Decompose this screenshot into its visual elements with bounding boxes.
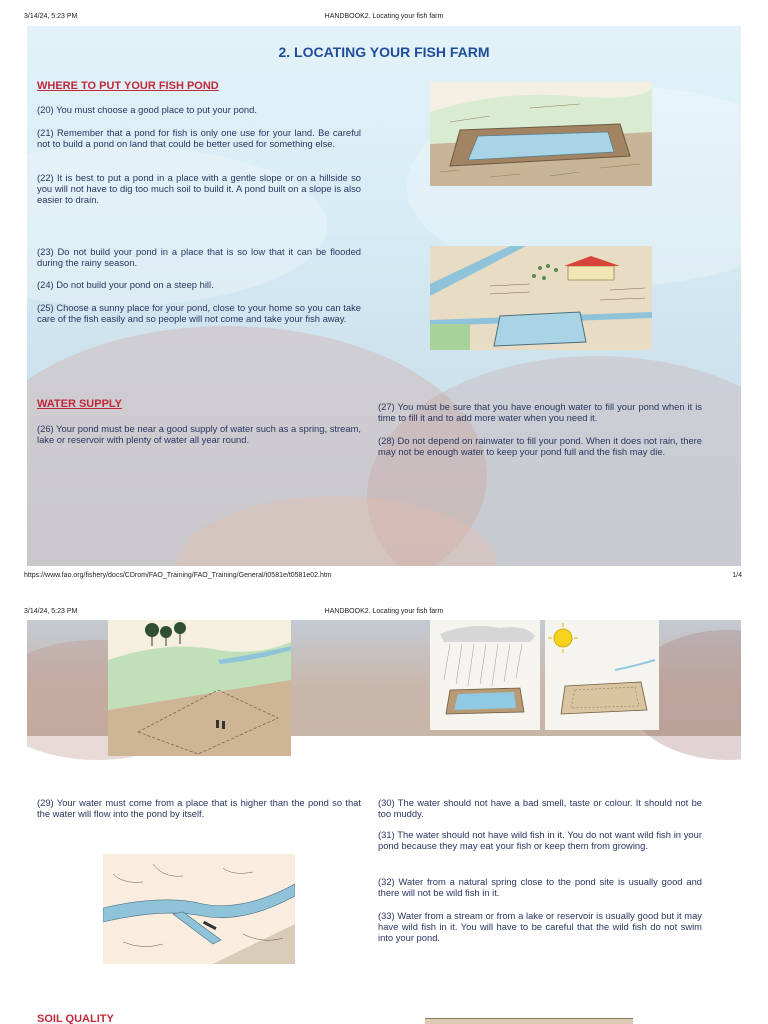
print-footer <box>0 569 768 583</box>
dry-pond-illustration <box>545 620 659 730</box>
gravity-flow-illustration <box>103 854 295 964</box>
paragraph-23: (23) Do not build your pond in a place that is so low that it can be flooded during the rainy season. <box>37 246 361 268</box>
paragraph-32: (32) Water from a natural spring close to the pond site is usually good and there will not be wild fish in it. <box>378 876 702 898</box>
paragraph-31: (31) The water should not have wild fish in it. You do not want wild fish in your pond because they may eat your fish or keep them from growing. <box>378 829 702 851</box>
print-datetime: 3/14/24, 5:23 PM <box>24 608 78 615</box>
page-title: 2. LOCATING YOUR FISH FARM <box>278 44 490 60</box>
paragraph-24: (24) Do not build your pond on a steep hill. <box>37 279 214 290</box>
page-1-sheet <box>27 26 741 566</box>
page-indicator: 1/4 <box>732 572 742 579</box>
paragraph-21: (21) Remember that a pond for fish is only one use for your land. Be careful not to build a pond on land that could be better used for something else. <box>37 127 361 149</box>
page-2-sheet <box>27 620 741 1024</box>
paragraph-33: (33) Water from a stream or from a lake or reservoir is usually good but it may have wild fish in it. You will have to be careful that the wild fish do not swim into your pond. <box>378 910 702 943</box>
paragraph-30: (30) The water should not have a bad smell, taste or colour. It should not be too muddy. <box>378 797 702 819</box>
print-url: https://www.fao.org/fishery/docs/CDrom/FAO_Training/FAO_Training/General/t0581e/t0581e02.htm <box>24 572 332 579</box>
print-doc-title: HANDBOOK2. Locating your fish farm <box>324 608 444 615</box>
print-datetime: 3/14/24, 5:23 PM <box>24 13 78 20</box>
hillside-water-source-illustration <box>108 620 291 756</box>
where-heading: WHERE TO PUT YOUR FISH POND <box>37 80 219 92</box>
print-header-page-2 <box>0 605 768 619</box>
paragraph-20: (20) You must choose a good place to put your pond. <box>37 104 257 115</box>
soil-illustration-partial <box>425 1018 633 1024</box>
pond-on-slope-illustration <box>430 82 652 186</box>
paragraph-28: (28) Do not depend on rainwater to fill your pond. When it does not rain, there may not be enough water to keep your pond full and the fish may die. <box>378 435 702 457</box>
water-supply-heading: WATER SUPPLY <box>37 398 122 410</box>
paragraph-25: (25) Choose a sunny place for your pond, close to your home so you can take care of the fish easily and so people will not come and take your fish away. <box>37 302 361 324</box>
soil-quality-heading: SOIL QUALITY <box>37 1013 114 1024</box>
paragraph-26: (26) Your pond must be near a good supply of water such as a spring, stream, lake or reservoir with plenty of water all year round. <box>37 423 361 445</box>
paragraph-29: (29) Your water must come from a place that is higher than the pond so that the water will flow into the pond by itself. <box>37 797 361 819</box>
paragraph-27: (27) You must be sure that you have enough water to fill your pond when it is time to fill it and to add more water when you need it. <box>378 401 702 423</box>
rain-pond-illustration <box>430 620 540 730</box>
paragraph-22: (22) It is best to put a pond in a place with a gentle slope or on a hillside so you will not have to dig too much soil to build it. A pond built on a slope is also easier to drain. <box>37 172 361 205</box>
print-header <box>0 10 768 24</box>
farm-layout-illustration <box>430 246 652 350</box>
print-doc-title: HANDBOOK2. Locating your fish farm <box>324 13 444 20</box>
